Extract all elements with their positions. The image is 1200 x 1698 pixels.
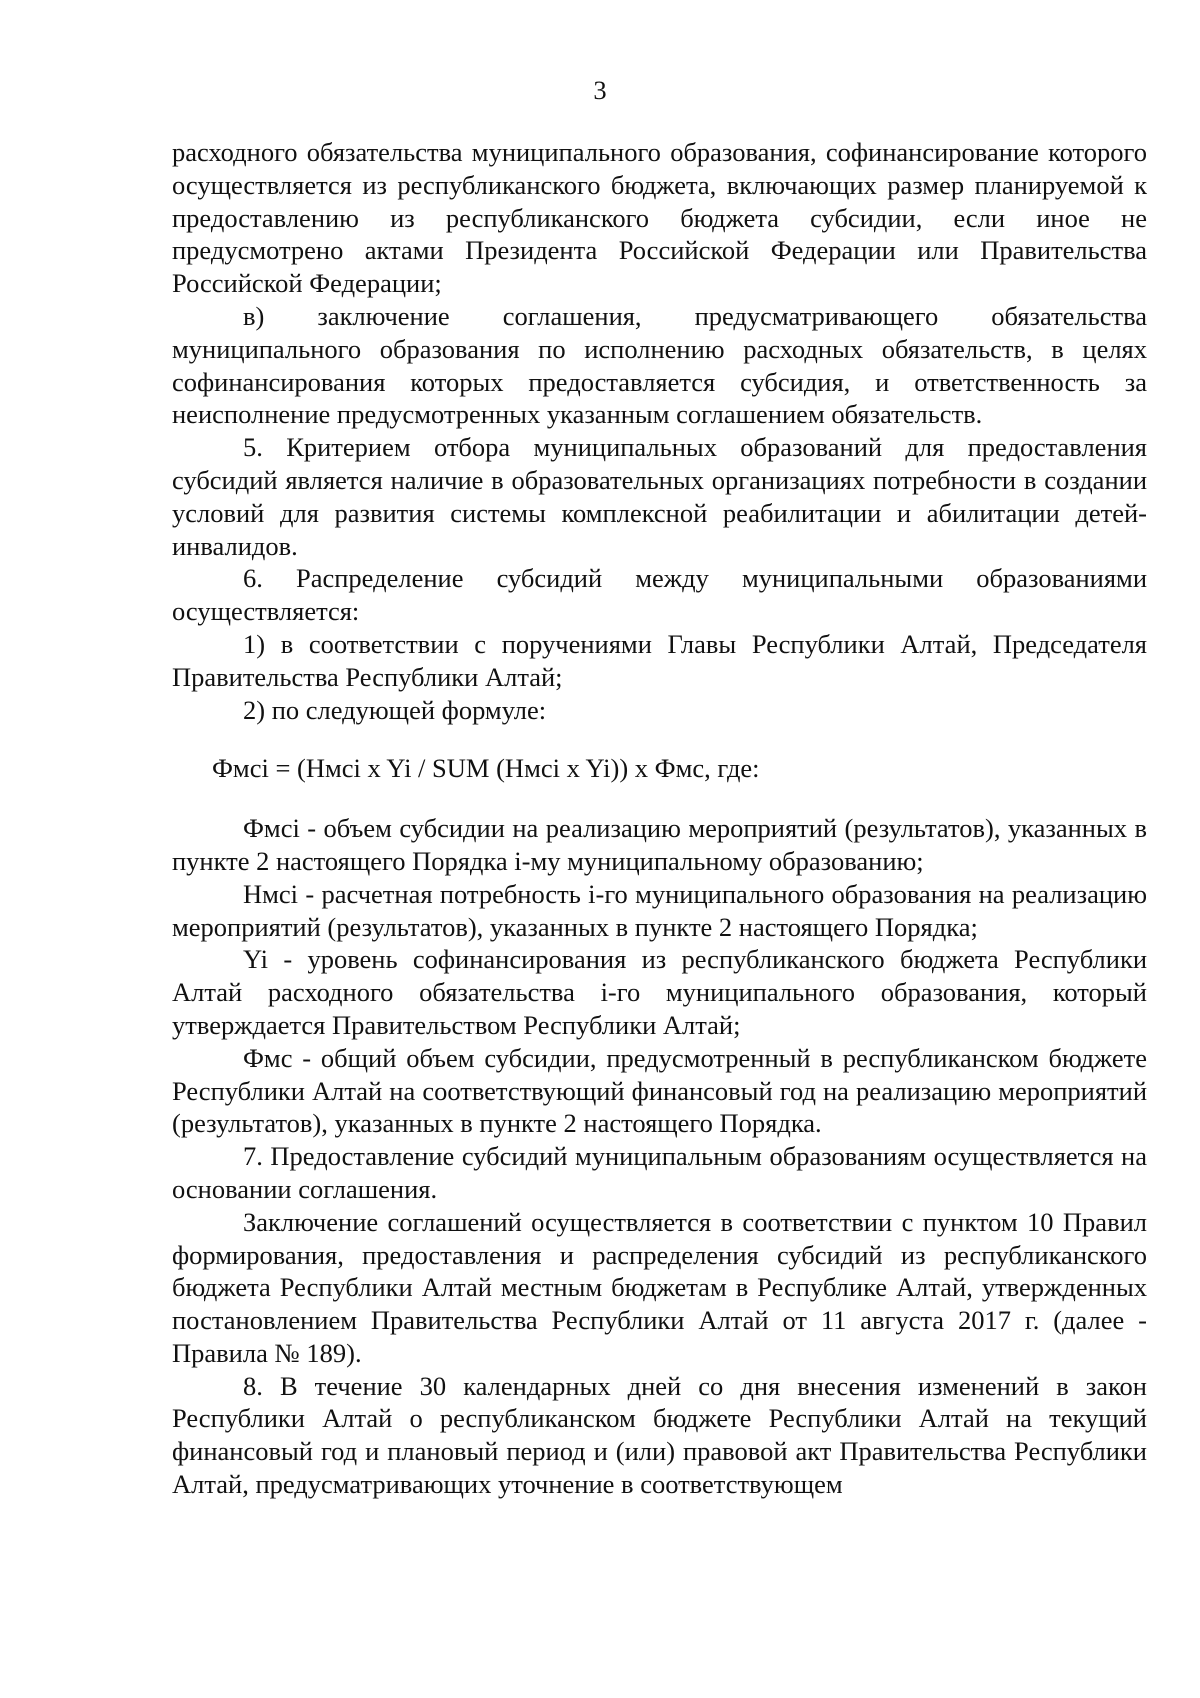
paragraph-item-5: 5. Критерием отбора муниципальных образований для предоставления субсидий является наличие в образовательных организациях потребности в создании условий для развития системы комплексной реабилитации и абилитации детей-инвалидов. [172, 432, 1147, 561]
paragraph-item-8: 8. В течение 30 календарных дней со дня внесения изменений в закон Республики Алтай о республиканском бюджете Республики Алтай на текущий финансовый год и плановый период и (или) правовой акт Правительства Республики Алтай, предусматривающих уточнение в соответствующем [172, 1370, 1147, 1500]
paragraph-item-6: 6. Распределение субсидий между муниципальными образованиями осуществляется: [172, 563, 1147, 627]
formula-definition-nmsi: Нмсi - расчетная потребность i-го муниципального образования на реализацию мероприятий (результатов), указанных в пункте 2 настоящего Порядка; [172, 878, 1147, 942]
paragraph-subitem-v: в) заключение соглашения, предусматривающего обязательства муниципального образования по исполнению расходных обязательств, в целях софинансирования которых предоставляется субсидия, и ответственность за неисполнение предусмотренных указанным соглашением обязательств. [172, 300, 1147, 430]
distribution-formula: Фмсi = (Нмсi x Yi / SUM (Нмсi x Yi)) x Фмс, где: [212, 753, 760, 784]
formula-definition-fmsi: Фмсi - объем субсидии на реализацию мероприятий (результатов), указанных в пункте 2 настоящего Порядка i-му муниципальному образованию; [172, 813, 1147, 876]
formula-definition-fms: Фмс - общий объем субсидии, предусмотренный в республиканском бюджете Республики Алтай на соответствующий финансовый год на реализацию мероприятий (результатов), указанных в пункте 2 настоящего Порядка. [172, 1042, 1147, 1139]
formula-definition-yi: Yi - уровень софинансирования из республиканского бюджета Республики Алтай расходного обязательства i-го муниципального образования, который утверждается Правительством Республики Алтай; [172, 944, 1147, 1040]
paragraph-agreements: Заключение соглашений осуществляется в соответствии с пунктом 10 Правил формирования, предоставления и распределения субсидий из республиканского бюджета Республики Алтай местным бюджетам в Республике Алтай, утвержденных постановлением Правительства Республики Алтай от 11 августа 2017 г. (далее - Правила № 189). [172, 1206, 1147, 1368]
paragraph-item-7: 7. Предоставление субсидий муниципальным образованиям осуществляется на основании соглашения. [172, 1141, 1147, 1204]
paragraph-item-6-2: 2) по следующей формуле: [243, 694, 547, 725]
page-number: 3 [593, 75, 607, 105]
paragraph-continuation: расходного обязательства муниципального образования, софинансирование которого осуществляется из республиканского бюджета, включающих размер планируемой к предоставлению из республиканского бюджета субсидии, если иное не предусмотрено актами Президента Российской Федерации или Правительства Российской Федерации; [172, 137, 1147, 299]
document-body [172, 136, 1147, 1501]
paragraph-item-6-1: 1) в соответствии с поручениями Главы Республики Алтай, Председателя Правительства Республики Алтай; [172, 628, 1147, 692]
